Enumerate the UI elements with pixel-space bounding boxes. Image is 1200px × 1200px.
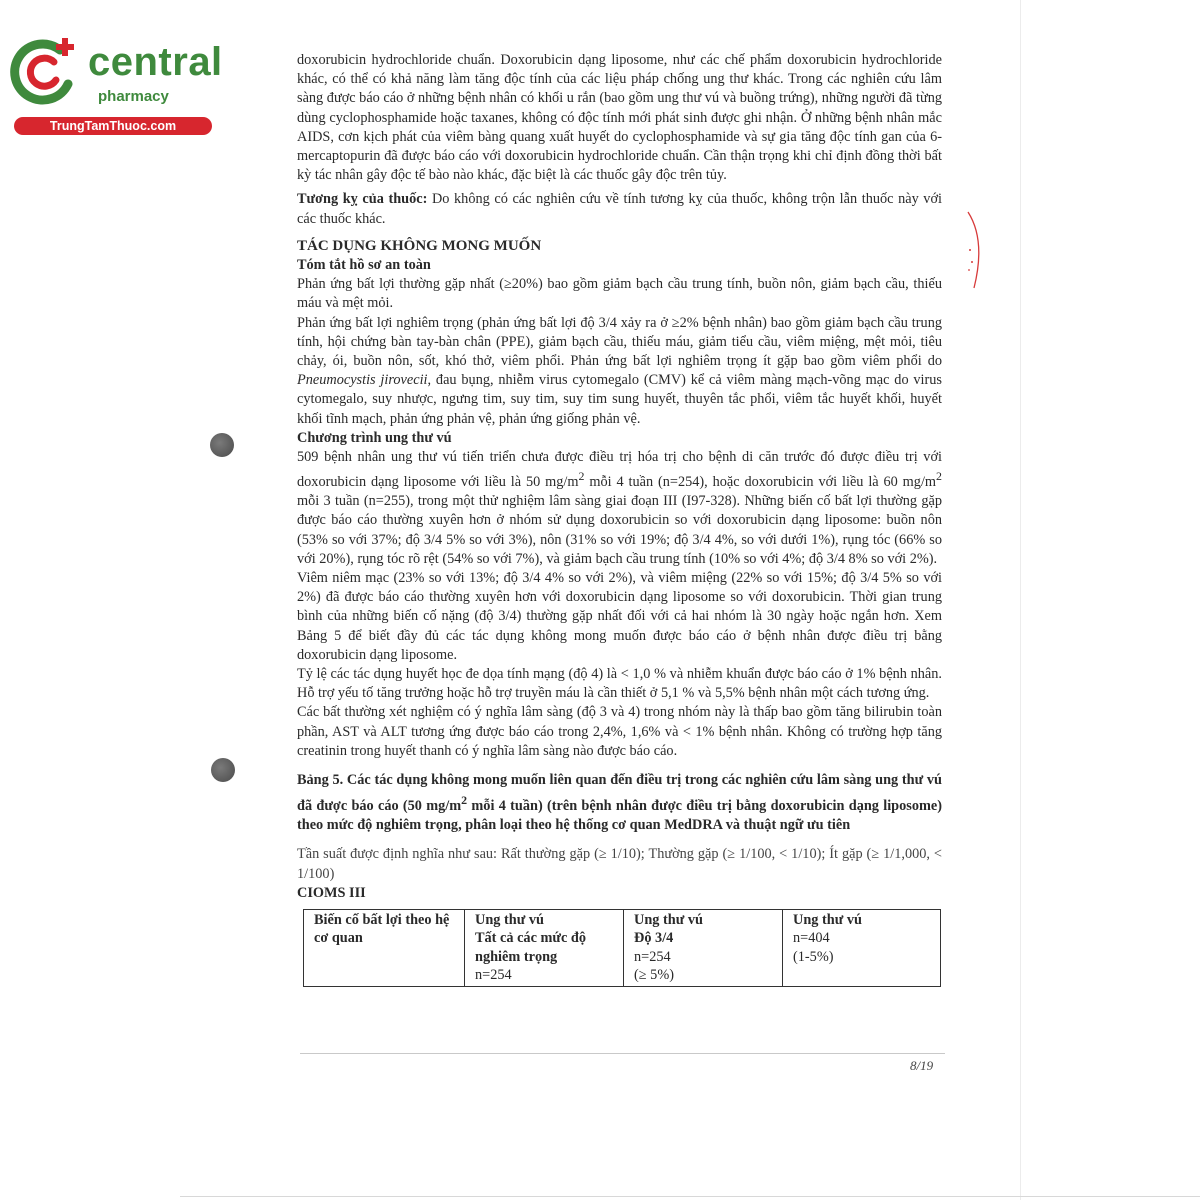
- header-label: Độ 3/4: [634, 930, 674, 947]
- table-header-cell: [465, 909, 624, 986]
- compat-text: Do không có các nghiên cứu về tính tương kỵ của thuốc, không trộn lẫn thuốc này với các thuốc khác.: [297, 191, 942, 227]
- superscript: 2: [461, 792, 468, 807]
- paragraph: Tỷ lệ các tác dụng huyết học đe dọa tính mạng (độ 4) là < 1,0 % và nhiễm khuẩn được báo cáo ở 1% bệnh nhân. Hỗ trợ yếu tố tăng trưởng hoặc hỗ trợ truyền máu là cần thiết ở 5,1 % và 5,5% bệnh nhân một cách tương ứng.: [297, 666, 942, 702]
- table-title: [297, 771, 942, 835]
- table-header-cell: [304, 909, 465, 986]
- table-header-cell: [783, 909, 941, 986]
- header-count: n=254: [475, 967, 512, 984]
- red-pen-mark: [960, 210, 990, 290]
- logo-url-badge[interactable]: TrungTamThuoc.com: [14, 117, 212, 135]
- text-run: , đau bụng, nhiễm virus cytomegalo (CMV) kể cả viêm màng mạch-võng mạc do virus cytomegalo, suy nhược, ngưng tim, suy tim, suy tim sung huyết, thuyên tắc phổi, viêm tắc huyết khối, huyết khối tĩnh mạch, phản ứng phản vệ, phản ứng giống phản vệ.: [297, 372, 942, 427]
- header-label: Ung thư vú: [475, 911, 544, 928]
- page-number: 8/19: [910, 1058, 934, 1073]
- header-range: (1-5%): [793, 948, 834, 965]
- logo-subtitle: pharmacy: [98, 88, 169, 105]
- header-label: Ung thư vú: [793, 911, 862, 928]
- paragraph: [297, 314, 942, 429]
- text-run: mỗi 4 tuần (n=254), hoặc doxorubicin với liều là 60 mg/m: [584, 474, 937, 491]
- subsection-title: Tóm tắt hồ sơ an toàn: [297, 257, 431, 274]
- paragraph: doxorubicin hydrochloride chuẩn. Doxorubicin dạng liposome, như các chế phẩm doxorubicin hydrochloride khác, có thể có khả năng làm tăng độc tính của các liệu pháp chống ung thư khác. Trong các nghiên cứu lâm sàng được báo cáo ở những bệnh nhân có khối u rắn (bao gồm ung thư vú và buồng trứng), những người đã từng dùng cyclophosphamide hoặc taxanes, không có độc tính mới phát sinh được ghi nhận. Ở những bệnh nhân mắc AIDS, cơn kịch phát của viêm bàng quang xuất huyết do cyclophosphamide và sự gia tăng độc tính gan của 6-mercaptopurin đã được báo cáo với doxorubicin hydrochloride chuẩn. Cần thận trọng khi chỉ định đồng thời bất kỳ tác nhân gây độc tế bào nào khác, đặc biệt là các thuốc gây độc trên tủy.: [297, 52, 942, 184]
- paragraph: Các bất thường xét nghiệm có ý nghĩa lâm sàng (độ 3 và 4) trong nhóm này là thấp bao gồm tăng bilirubin toàn phần, AST và ALT tương ứng được báo cáo trong 2,4%, 1,6% và < 1% bệnh nhân. Không có trường hợp tăng creatinin trong huyết thanh có ý nghĩa lâm sàng nào được báo cáo.: [297, 704, 942, 759]
- compat-label: Tương kỵ của thuốc:: [297, 191, 428, 208]
- paragraph: [297, 190, 942, 228]
- text-run: mỗi 4 tuần) (trên bệnh nhân được điều trị bằng doxorubicin dạng liposome) theo mức độ nghiêm trọng, phân loại theo hệ thống cơ quan MedDRA và thuật ngữ ưu tiên: [297, 797, 942, 833]
- paragraph: Viêm niêm mạc (23% so với 13%; độ 3/4 4% so với 2%), và viêm miệng (22% so với 15%; độ 3/4 5% so với 2%) đã được báo cáo thường xuyên hơn với doxorubicin dạng liposome so với doxorubicin. Thời gian trung bình của những biến cố nặng (độ 3/4) thường gặp nhất đối với cả hai nhóm là 30 ngày hoặc ngắn hơn. Xem Bảng 5 để biết đầy đủ các tác dụng không mong muốn được báo cáo ở bệnh nhân được điều trị bằng doxorubicin dạng liposome.: [297, 570, 942, 663]
- paragraph: [297, 448, 942, 569]
- superscript: 2: [578, 469, 585, 484]
- footer-divider: [300, 1053, 945, 1054]
- superscript: 2: [936, 469, 942, 484]
- central-logo-icon: [10, 36, 82, 108]
- header-label: Ung thư vú: [634, 911, 703, 928]
- punch-hole-top: [210, 433, 234, 457]
- table-header-row: [304, 909, 941, 986]
- text-run: Bảng 5. Các tác dụng không mong muốn liên quan đến điều trị trong các nghiên cứu lâm sàng ung thư vú đã được báo cáo (50 mg/m: [297, 772, 942, 814]
- central-pharmacy-logo[interactable]: [10, 36, 223, 136]
- header-count: n=254: [634, 948, 671, 965]
- header-count: n=404: [793, 930, 830, 947]
- document-body: [297, 51, 942, 987]
- cioms-label: CIOMS III: [297, 884, 366, 901]
- text-run: Phản ứng bất lợi nghiêm trọng (phản ứng bất lợi độ 3/4 xảy ra ở ≥2% bệnh nhân) bao gồm giảm bạch cầu trung tính, hội chứng bàn tay-bàn chân (PPE), giảm bạch cầu, thiếu máu, giảm tiểu cầu, viêm miệng, mệt mỏi, tiêu chảy, ói, buồn nôn, sốt, khó thở, viêm phổi. Phản ứng bất lợi nghiêm trọng ít gặp bao gồm viêm phổi do: [297, 314, 942, 370]
- section-title: TÁC DỤNG KHÔNG MONG MUỐN: [297, 237, 542, 254]
- subsection-title: Chương trình ung thư vú: [297, 429, 452, 446]
- header-label: Biến cố bất lợi theo hệ cơ quan: [314, 911, 450, 947]
- frequency-definition: Tần suất được định nghĩa như sau: Rất thường gặp (≥ 1/10); Thường gặp (≥ 1/100, < 1/10); Ít gặp (≥ 1/1,000, < 1/100): [297, 846, 942, 882]
- header-label: Tất cả các mức độ nghiêm trọng: [475, 930, 587, 965]
- species-name: Pneumocystis jirovecii: [297, 372, 428, 389]
- punch-hole-bottom: [211, 758, 235, 782]
- header-range: (≥ 5%): [634, 967, 675, 984]
- text-run: mỗi 3 tuần (n=255), trong một thử nghiệm lâm sàng giai đoạn III (I97-328). Những biến cố bất lợi thường gặp được báo cáo thường xuyên hơn ở nhóm sử dụng doxorubicin so với doxorubicin dạng liposome: buồn nôn (53% so với 37%; độ 3/4 5% so với 3%), nôn (31% so với 19%; độ 3/4 4%, so với dưới 1%), rụng tóc (66% so với 20%), rụng tóc rõ rệt (54% so với 7%), và giảm bạch cầu trung tính (10% so với 4%; độ 3/4 8% so với 2%).: [297, 493, 942, 567]
- adverse-events-table: [303, 909, 941, 987]
- page-edge: [1020, 0, 1021, 1200]
- text-run: 509 bệnh nhân ung thư vú tiến triển chưa được điều trị hóa trị cho bệnh di căn trước đó được điều trị với doxorubicin dạng liposome với liều là 50 mg/m: [297, 449, 942, 491]
- logo-name: central: [88, 40, 223, 84]
- table-header-cell: [624, 909, 783, 986]
- paragraph: Phản ứng bất lợi thường gặp nhất (≥20%) bao gồm giảm bạch cầu trung tính, buồn nôn, giảm bạch cầu, thiếu máu và mệt mỏi.: [297, 276, 942, 312]
- page-bottom-edge: [180, 1196, 1200, 1197]
